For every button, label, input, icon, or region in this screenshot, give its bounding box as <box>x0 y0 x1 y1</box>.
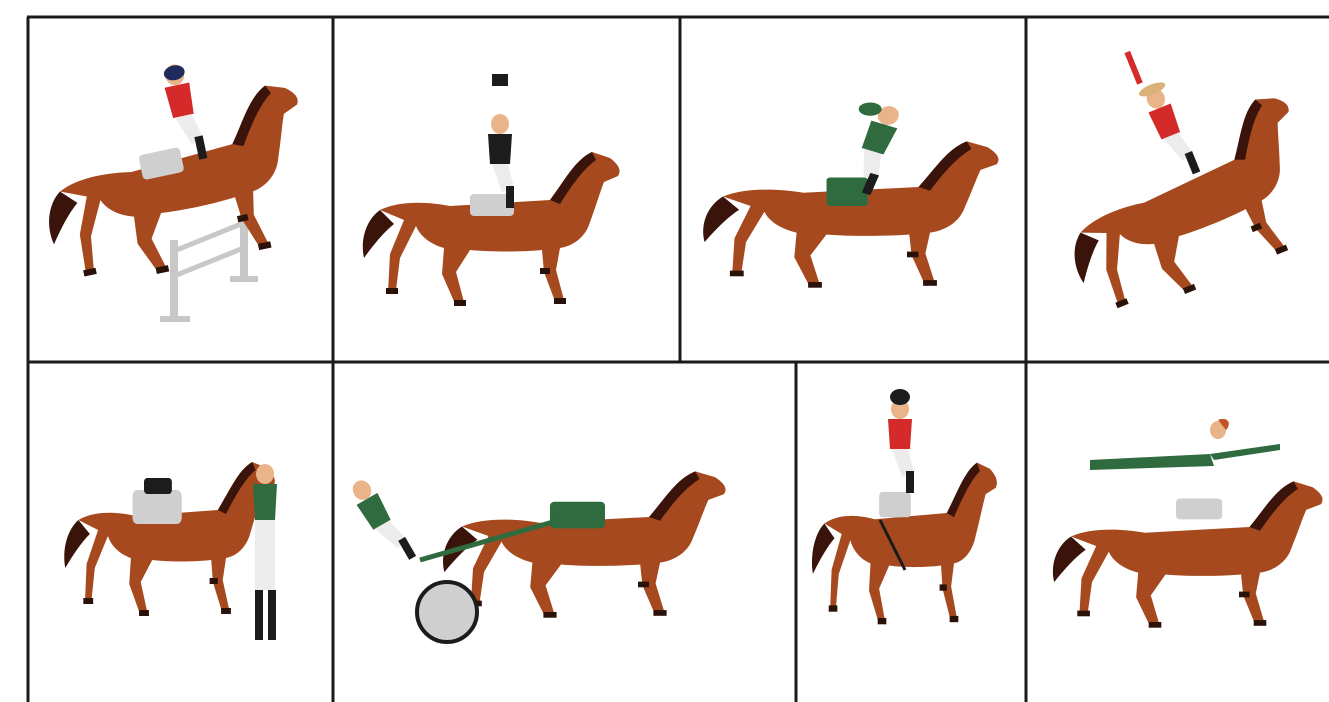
groom-person-icon <box>253 464 277 640</box>
vaulter-person-icon <box>1090 419 1280 470</box>
bucking-horse-icon <box>1008 4 1329 328</box>
fence-icon <box>160 210 258 322</box>
dressage-horse-icon <box>363 74 620 306</box>
harness-sulky-icon <box>347 471 726 642</box>
show-jumping-horse-icon <box>21 41 327 322</box>
groom-with-horse-icon <box>64 462 277 640</box>
polo-horse-icon <box>812 389 997 624</box>
vaulting-horse-icon <box>1053 419 1323 628</box>
sulky-wheel-icon <box>417 582 477 642</box>
racing-horse-icon <box>703 102 998 287</box>
